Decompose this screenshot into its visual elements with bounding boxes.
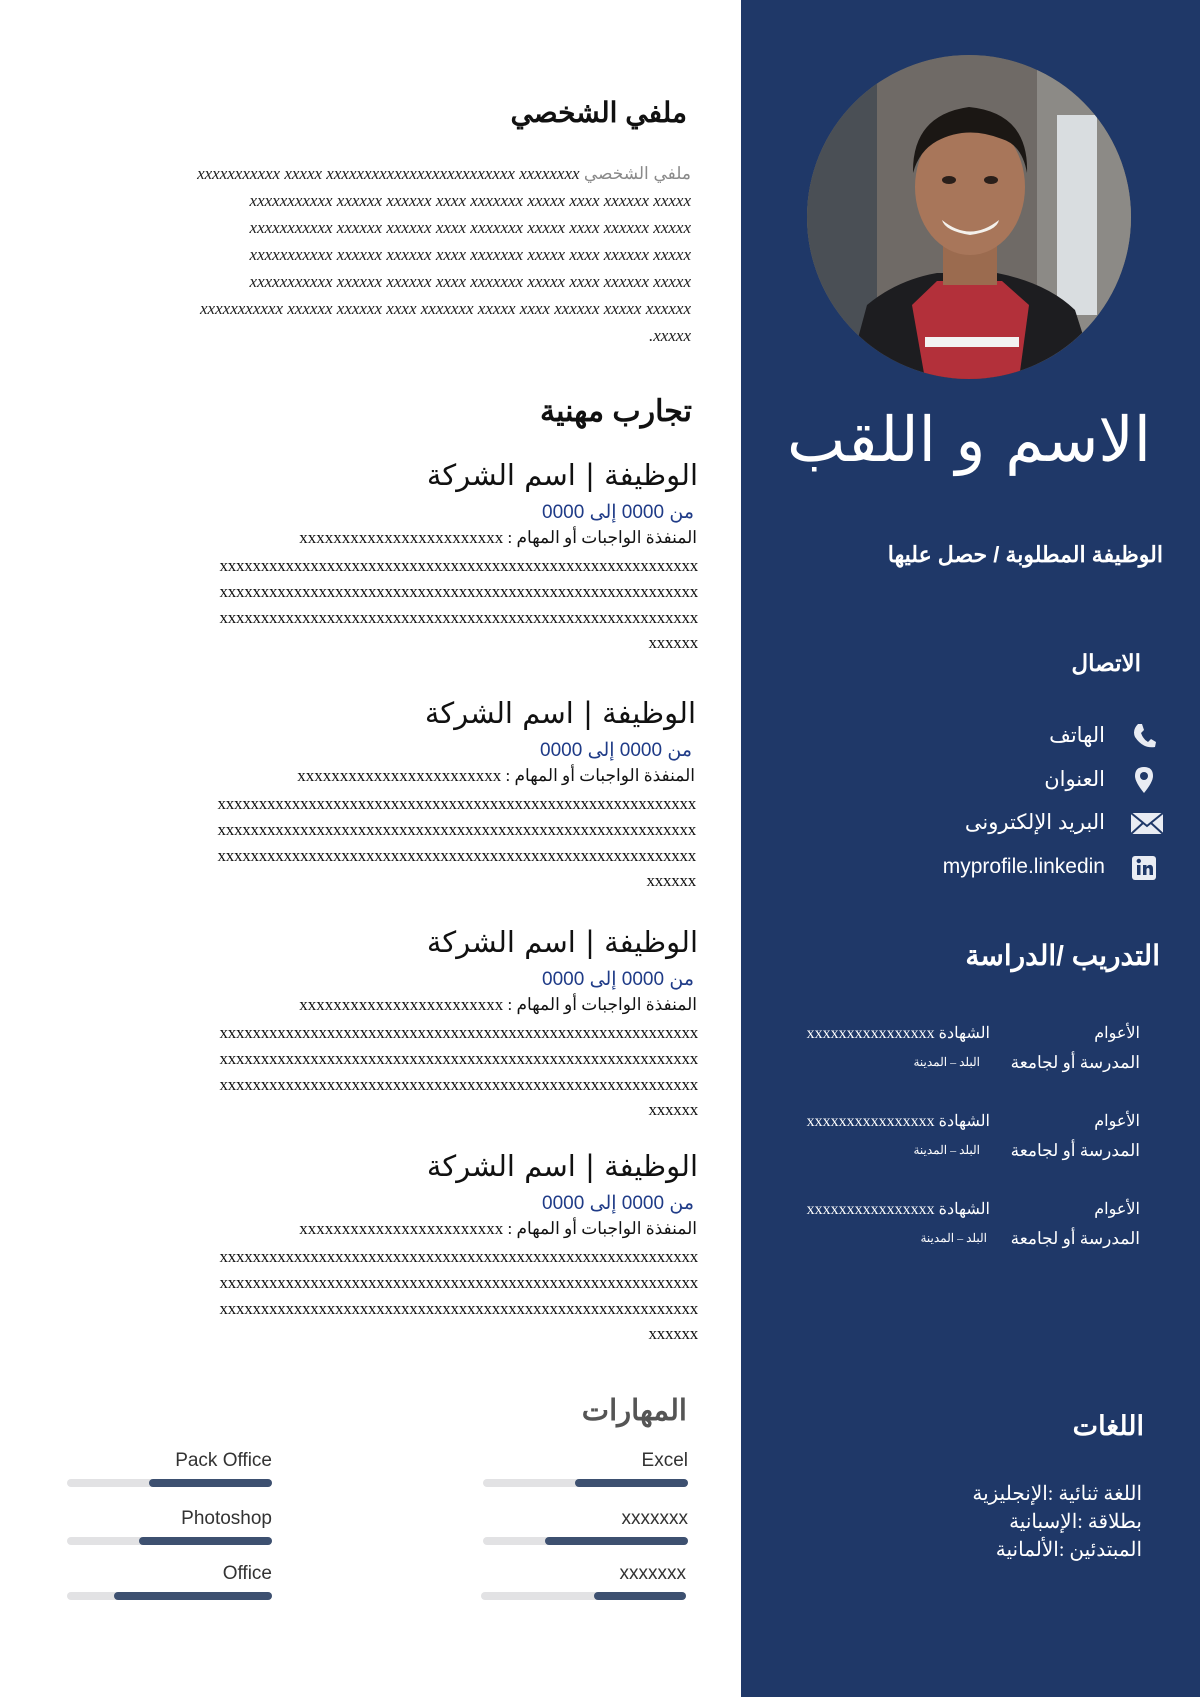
address-text: العنوان — [1044, 768, 1105, 791]
education-years: الأعوام — [1094, 1201, 1140, 1218]
job-dates: من 0000 إلى 0000 — [542, 502, 694, 523]
profile-summary — [95, 160, 691, 349]
profile-line: xxxxxxxxxxx xxxxxx xxxxxx xxxx xxxxxxx xxxxx xxxx xxxxxx xxxxx — [249, 272, 691, 291]
education-city: البلد – المدينة — [913, 1143, 980, 1157]
skill-label: Excel — [641, 1450, 688, 1471]
job-tasks: المنفذة الواجبات أو المهام : xxxxxxxxxxxxxxxxxxxxxxxx — [299, 528, 697, 547]
education-school: المدرسة أو لجامعة — [1010, 1229, 1140, 1248]
job-description-line: xxxxxxxxxxxxxxxxxxxxxxxxxxxxxxxxxxxxxxxxxxxxxxxxxxxxxxxxxx — [219, 1075, 698, 1094]
job-entry — [93, 1146, 698, 1346]
sidebar — [741, 0, 1200, 1697]
experience-heading: تجارب مهنية — [539, 395, 692, 428]
skill-label: xxxxxxx — [621, 1508, 688, 1529]
skill-label: xxxxxxx — [619, 1563, 686, 1584]
language-line: المبتدئين :الألمانية — [995, 1539, 1142, 1561]
skill-bar-track — [67, 1592, 272, 1600]
skill-label: Office — [222, 1563, 272, 1584]
job-tasks: المنفذة الواجبات أو المهام : xxxxxxxxxxxxxxxxxxxxxxxx — [299, 1219, 697, 1238]
linkedin-icon — [1129, 852, 1159, 882]
candidate-name: الاسم و اللقب — [786, 403, 1151, 476]
job-description-line: xxxxxxxxxxxxxxxxxxxxxxxxxxxxxxxxxxxxxxxxxxxxxxxxxxxxxxxxxx — [219, 1247, 698, 1266]
contact-email — [859, 806, 1159, 840]
job-description-line: xxxxxxxxxxxxxxxxxxxxxxxxxxxxxxxxxxxxxxxxxxxxxxxxxxxxxxxxxx — [217, 794, 696, 813]
contact-linkedin — [859, 850, 1159, 884]
target-job-title: الوظيفة المطلوبة / حصل عليها — [887, 542, 1163, 567]
skill-bar-fill — [594, 1592, 686, 1600]
profile-line: xxxxxxxxxxx xxxxxx xxxxxx xxxx xxxxxxx xxxxx xxxx xxxxxx xxxxx — [249, 191, 691, 210]
skill-item — [483, 1450, 688, 1490]
skill-item — [483, 1508, 688, 1548]
skills-heading: المهارات — [581, 1395, 687, 1427]
job-description-line: xxxxxx — [648, 633, 698, 652]
job-title: الوظيفة | اسم الشركة — [424, 696, 696, 730]
education-degree: الشهادة xxxxxxxxxxxxxxxx — [806, 1201, 990, 1218]
profile-line: xxxxxxxxxxx xxxxxx xxxxxx xxxx xxxxxxx xxxxx xxxx xxxxxx xxxxx xxxxxx — [200, 299, 691, 318]
envelope-icon — [1129, 808, 1165, 838]
skill-item — [481, 1563, 686, 1603]
education-city: البلد – المدينة — [920, 1231, 987, 1245]
job-description-line: xxxxxx — [646, 871, 696, 890]
job-tasks: المنفذة الواجبات أو المهام : xxxxxxxxxxxxxxxxxxxxxxxx — [297, 766, 695, 785]
education-degree: الشهادة xxxxxxxxxxxxxxxx — [806, 1025, 990, 1042]
job-description-line: xxxxxxxxxxxxxxxxxxxxxxxxxxxxxxxxxxxxxxxxxxxxxxxxxxxxxxxxxx — [219, 556, 698, 575]
contact-phone — [859, 719, 1159, 753]
job-description-line: xxxxxxxxxxxxxxxxxxxxxxxxxxxxxxxxxxxxxxxxxxxxxxxxxxxxxxxxxx — [217, 846, 696, 865]
skill-bar-track — [67, 1537, 272, 1545]
skill-bar-track — [483, 1537, 688, 1545]
contact-heading: الاتصال — [1071, 650, 1141, 676]
skill-bar-fill — [139, 1537, 272, 1545]
profile-line — [95, 160, 691, 187]
education-school: المدرسة أو لجامعة — [1010, 1141, 1140, 1160]
skill-bar-fill — [149, 1479, 272, 1487]
job-description-line: xxxxxxxxxxxxxxxxxxxxxxxxxxxxxxxxxxxxxxxxxxxxxxxxxxxxxxxxxx — [217, 820, 696, 839]
job-dates: من 0000 إلى 0000 — [542, 969, 694, 990]
job-title: الوظيفة | اسم الشركة — [426, 925, 698, 959]
profile-lead: ملفي الشخصي — [583, 164, 691, 183]
linkedin-text[interactable]: myprofile.linkedin — [942, 855, 1105, 878]
job-dates: من 0000 إلى 0000 — [542, 1193, 694, 1214]
contact-address — [859, 763, 1159, 797]
job-entry — [91, 693, 696, 893]
skill-bar-fill — [575, 1479, 688, 1487]
profile-heading: ملفي الشخصي — [510, 97, 687, 128]
job-tasks: المنفذة الواجبات أو المهام : xxxxxxxxxxxxxxxxxxxxxxxx — [299, 995, 697, 1014]
job-description-line: xxxxxx — [648, 1100, 698, 1119]
skill-item — [67, 1563, 272, 1603]
job-dates: من 0000 إلى 0000 — [540, 740, 692, 761]
skill-label: Pack Office — [175, 1450, 272, 1471]
skill-item — [67, 1450, 272, 1490]
skill-bar-track — [67, 1479, 272, 1487]
job-description-line: xxxxxx — [648, 1324, 698, 1343]
language-line: اللغة ثنائية :الإنجليزية — [972, 1483, 1142, 1505]
education-entry — [759, 1199, 1140, 1259]
job-description-line: xxxxxxxxxxxxxxxxxxxxxxxxxxxxxxxxxxxxxxxxxxxxxxxxxxxxxxxxxx — [219, 1273, 698, 1292]
location-pin-icon — [1129, 765, 1159, 795]
job-description-line: xxxxxxxxxxxxxxxxxxxxxxxxxxxxxxxxxxxxxxxxxxxxxxxxxxxxxxxxxx — [219, 1023, 698, 1042]
job-entry — [93, 922, 698, 1122]
languages-heading: اللغات — [1072, 1411, 1144, 1441]
email-text: البريد الإلكترونى — [964, 811, 1105, 834]
skill-bar-track — [481, 1592, 686, 1600]
profile-line: xxxxxxxxxxx xxxxxx xxxxxx xxxx xxxxxxx xxxxx xxxx xxxxxx xxxxx — [249, 245, 691, 264]
education-years: الأعوام — [1094, 1113, 1140, 1130]
education-heading: التدريب /الدراسة — [965, 940, 1160, 971]
job-description-line: xxxxxxxxxxxxxxxxxxxxxxxxxxxxxxxxxxxxxxxxxxxxxxxxxxxxxxxxxx — [219, 1049, 698, 1068]
skill-bar-fill — [545, 1537, 689, 1545]
phone-icon — [1129, 721, 1159, 751]
skill-label: Photoshop — [181, 1508, 272, 1529]
profile-line: xxxxxxxxxxx xxxxxx xxxxxx xxxx xxxxxxx xxxxx xxxx xxxxxx xxxxx — [249, 218, 691, 237]
job-description-line: xxxxxxxxxxxxxxxxxxxxxxxxxxxxxxxxxxxxxxxxxxxxxxxxxxxxxxxxxx — [219, 1299, 698, 1318]
job-description-line: xxxxxxxxxxxxxxxxxxxxxxxxxxxxxxxxxxxxxxxxxxxxxxxxxxxxxxxxxx — [219, 582, 698, 601]
profile-line-text: xxxxxxxxxxx xxxxx xxxxxxxxxxxxxxxxxxxxxxxxx xxxxxxxx — [197, 164, 580, 183]
education-entry — [759, 1111, 1140, 1171]
job-entry — [93, 455, 698, 655]
education-degree: الشهادة xxxxxxxxxxxxxxxx — [806, 1113, 990, 1130]
language-line: بطلاقة :الإسبانية — [1009, 1511, 1142, 1533]
job-title: الوظيفة | اسم الشركة — [426, 1149, 698, 1183]
education-entry — [759, 1023, 1140, 1083]
education-city: البلد – المدينة — [913, 1055, 980, 1069]
education-school: المدرسة أو لجامعة — [1010, 1053, 1140, 1072]
job-description-line: xxxxxxxxxxxxxxxxxxxxxxxxxxxxxxxxxxxxxxxxxxxxxxxxxxxxxxxxxx — [219, 608, 698, 627]
skill-bar-track — [483, 1479, 688, 1487]
profile-photo — [807, 55, 1131, 379]
education-years: الأعوام — [1094, 1025, 1140, 1042]
skill-bar-fill — [114, 1592, 272, 1600]
profile-line: xxxxx. — [649, 326, 691, 345]
skill-item — [67, 1508, 272, 1548]
job-title: الوظيفة | اسم الشركة — [426, 458, 698, 492]
phone-text: الهاتف — [1049, 724, 1105, 747]
